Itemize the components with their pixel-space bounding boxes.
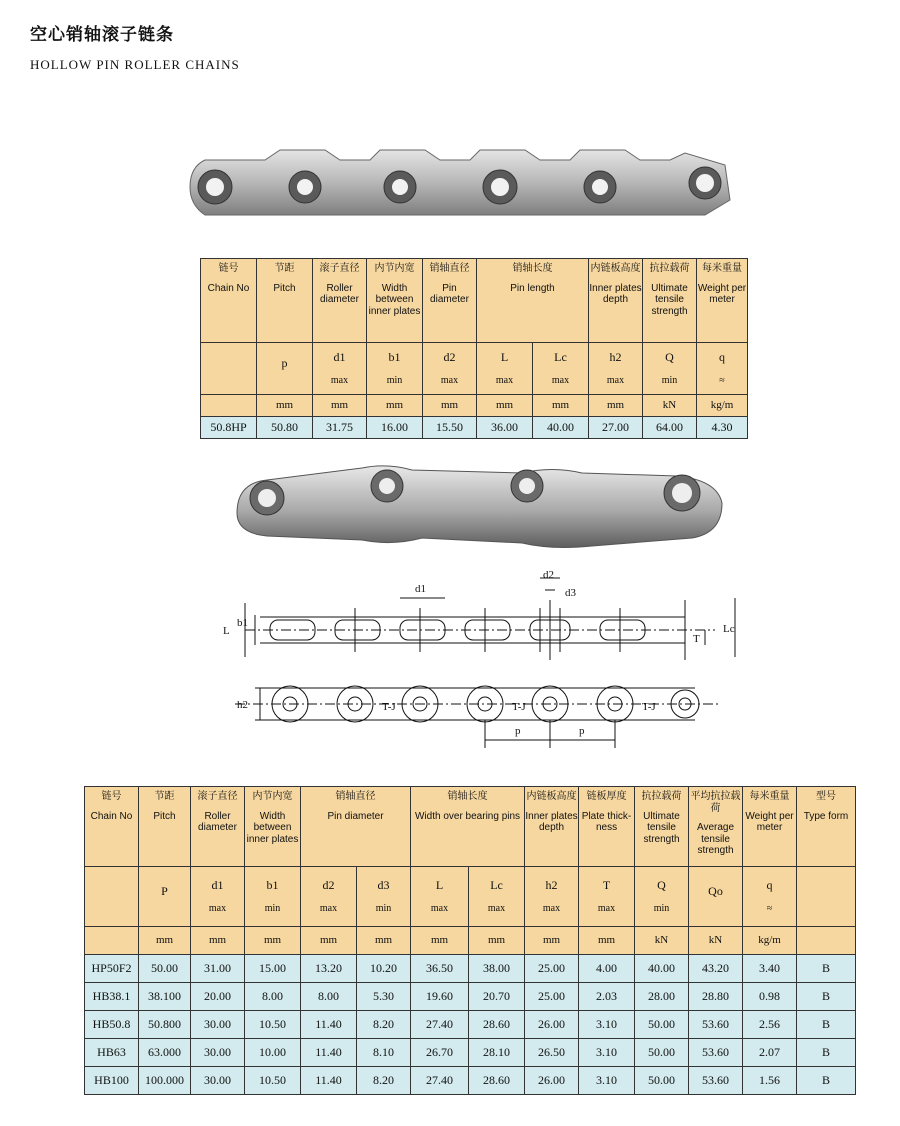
- symbol-cell: d1 max: [313, 343, 367, 395]
- table-cell: 53.60: [689, 1011, 743, 1039]
- symbol-cell: d2 max: [301, 867, 357, 927]
- symbol-cell: Lc max: [469, 867, 525, 927]
- symbol-cell: Lc max: [533, 343, 589, 395]
- table-cell: 28.60: [469, 1011, 525, 1039]
- brand-mark-1: T-J: [382, 701, 396, 713]
- symbol-cell: Q min: [635, 867, 689, 927]
- table-cell: 63.000: [139, 1039, 191, 1067]
- table-cell: 15.00: [245, 955, 301, 983]
- header-pin-length: 销轴长度 Pin length: [477, 259, 589, 343]
- header-row: [85, 787, 856, 867]
- table-cell: B: [797, 983, 856, 1011]
- table-cell: 20.00: [191, 983, 245, 1011]
- header-weight: 每米重量 Weight per meter: [697, 259, 748, 343]
- table-cell: 11.40: [301, 1011, 357, 1039]
- unit-cell: mm: [533, 395, 589, 417]
- table-cell: 26.70: [411, 1039, 469, 1067]
- symbol-cell: b1 min: [245, 867, 301, 927]
- header-plate-depth: 内链板高度 Inner plates depth: [589, 259, 643, 343]
- unit-cell: mm: [245, 927, 301, 955]
- symbol-cell: h2 max: [589, 343, 643, 395]
- table-cell: 27.40: [411, 1067, 469, 1095]
- table-cell: 20.70: [469, 983, 525, 1011]
- unit-cell: mm: [257, 395, 313, 417]
- table-cell: 19.60: [411, 983, 469, 1011]
- table-cell: HB38.1: [85, 983, 139, 1011]
- header-pin-diameter: 销轴直径 Pin diameter: [423, 259, 477, 343]
- brand-mark-3: T-J: [642, 701, 656, 713]
- table-cell: 2.07: [743, 1039, 797, 1067]
- table-cell: 30.00: [191, 1039, 245, 1067]
- table-cell: 11.40: [301, 1039, 357, 1067]
- dim-label-p-1: p: [515, 725, 521, 737]
- table-cell: 15.50: [423, 417, 477, 439]
- table-cell: 50.00: [635, 1067, 689, 1095]
- header-type-form: 型号 Type form: [797, 787, 856, 867]
- table-cell: 1.56: [743, 1067, 797, 1095]
- table-cell: 10.50: [245, 1067, 301, 1095]
- header-average-tensile: 平均抗拉载荷 Average tensile strength: [689, 787, 743, 867]
- dim-label-h2: h2: [237, 699, 248, 711]
- header-pin-diameter: 销轴直径 Pin diameter: [301, 787, 411, 867]
- dim-label-p-2: p: [579, 725, 585, 737]
- table-cell: 27.00: [589, 417, 643, 439]
- table-cell: 36.50: [411, 955, 469, 983]
- unit-cell: mm: [423, 395, 477, 417]
- table-cell: 2.56: [743, 1011, 797, 1039]
- table-cell: 11.40: [301, 1067, 357, 1095]
- table-cell: HP50F2: [85, 955, 139, 983]
- chain-photo-top: [185, 145, 745, 225]
- table-row: [85, 983, 856, 1011]
- table-cell: 3.40: [743, 955, 797, 983]
- table-cell: B: [797, 955, 856, 983]
- table-cell: 0.98: [743, 983, 797, 1011]
- symbol-cell: h2 max: [525, 867, 579, 927]
- chain-photo-middle: [222, 458, 732, 553]
- header-roller-diameter: 滚子直径 Roller diameter: [191, 787, 245, 867]
- table-cell: 10.20: [357, 955, 411, 983]
- table-cell: B: [797, 1011, 856, 1039]
- unit-cell: mm: [477, 395, 533, 417]
- unit-cell: [201, 395, 257, 417]
- table-cell: HB50.8: [85, 1011, 139, 1039]
- table-cell: 28.00: [635, 983, 689, 1011]
- symbol-cell: Qo: [689, 867, 743, 927]
- symbol-cell: p: [257, 343, 313, 395]
- table-cell: 30.00: [191, 1011, 245, 1039]
- unit-cell: kg/m: [743, 927, 797, 955]
- table-cell: 40.00: [533, 417, 589, 439]
- symbol-cell: [201, 343, 257, 395]
- symbol-cell: q ≈: [697, 343, 748, 395]
- header-roller-diameter: 滚子直径 Roller diameter: [313, 259, 367, 343]
- unit-cell: mm: [301, 927, 357, 955]
- page-title-en: HOLLOW PIN ROLLER CHAINS: [30, 57, 240, 72]
- table-cell: 8.00: [301, 983, 357, 1011]
- table-cell: 3.10: [579, 1039, 635, 1067]
- unit-cell: kg/m: [697, 395, 748, 417]
- table-cell: 8.20: [357, 1011, 411, 1039]
- unit-cell: mm: [367, 395, 423, 417]
- header-row: [201, 259, 748, 343]
- symbol-cell: Q min: [643, 343, 697, 395]
- symbol-cell: [85, 867, 139, 927]
- table-cell: 31.00: [191, 955, 245, 983]
- symbol-row: [201, 343, 748, 395]
- table-cell: B: [797, 1067, 856, 1095]
- table-cell: 28.60: [469, 1067, 525, 1095]
- dim-label-T: T: [693, 633, 700, 645]
- symbol-cell: d3 min: [357, 867, 411, 927]
- symbol-cell: q ≈: [743, 867, 797, 927]
- unit-cell: mm: [357, 927, 411, 955]
- table-cell: 50.00: [635, 1011, 689, 1039]
- table-row: [85, 955, 856, 983]
- header-pitch: 节距 Pitch: [139, 787, 191, 867]
- table-row: [85, 1011, 856, 1039]
- symbol-cell: T max: [579, 867, 635, 927]
- table-cell: 28.10: [469, 1039, 525, 1067]
- unit-cell: mm: [411, 927, 469, 955]
- spec-table-1: [200, 258, 748, 439]
- dim-label-b1: b1: [237, 617, 248, 629]
- unit-row: [201, 395, 748, 417]
- symbol-cell: [797, 867, 856, 927]
- dim-label-d1: d1: [415, 583, 426, 595]
- symbol-row: [85, 867, 856, 927]
- table-cell: 31.75: [313, 417, 367, 439]
- table-cell: 5.30: [357, 983, 411, 1011]
- table-cell: 27.40: [411, 1011, 469, 1039]
- brand-mark-2: T-J: [512, 701, 526, 713]
- symbol-cell: P: [139, 867, 191, 927]
- symbol-cell: d2 max: [423, 343, 477, 395]
- table-cell: 13.20: [301, 955, 357, 983]
- table-cell: 40.00: [635, 955, 689, 983]
- header-chain-no: 链号 Chain No: [85, 787, 139, 867]
- technical-drawing: [215, 570, 755, 755]
- unit-cell: mm: [191, 927, 245, 955]
- table-row: [85, 1067, 856, 1095]
- table-cell: 3.10: [579, 1011, 635, 1039]
- header-plate-thickness: 链板厚度 Plate thick-ness: [579, 787, 635, 867]
- header-inner-width: 内节内宽 Width between inner plates: [367, 259, 423, 343]
- table-cell: HB100: [85, 1067, 139, 1095]
- header-chain-no: 链号 Chain No: [201, 259, 257, 343]
- table-cell: 50.80: [257, 417, 313, 439]
- table-cell: 50.8HP: [201, 417, 257, 439]
- table-cell: 25.00: [525, 955, 579, 983]
- symbol-cell: L max: [411, 867, 469, 927]
- unit-cell: mm: [525, 927, 579, 955]
- table-cell: 38.100: [139, 983, 191, 1011]
- header-pin-length: 销轴长度 Width over bearing pins: [411, 787, 525, 867]
- header-plate-depth: 内链板高度 Inner plates depth: [525, 787, 579, 867]
- table-row: [201, 417, 748, 439]
- unit-cell: mm: [579, 927, 635, 955]
- dim-label-Lc: Lc: [723, 623, 735, 635]
- table-cell: HB63: [85, 1039, 139, 1067]
- spec-table-2: [84, 786, 856, 1095]
- unit-cell: mm: [139, 927, 191, 955]
- table-cell: 30.00: [191, 1067, 245, 1095]
- table-cell: 16.00: [367, 417, 423, 439]
- table-cell: 53.60: [689, 1039, 743, 1067]
- table-row: [85, 1039, 856, 1067]
- table-cell: 26.00: [525, 1067, 579, 1095]
- unit-row: [85, 927, 856, 955]
- unit-cell: [797, 927, 856, 955]
- unit-cell: kN: [643, 395, 697, 417]
- table-cell: 36.00: [477, 417, 533, 439]
- header-tensile-strength: 抗拉载荷 Ultimate tensile strength: [635, 787, 689, 867]
- unit-cell: kN: [635, 927, 689, 955]
- header-tensile-strength: 抗拉载荷 Ultimate tensile strength: [643, 259, 697, 343]
- table-cell: 3.10: [579, 1067, 635, 1095]
- table-cell: 8.20: [357, 1067, 411, 1095]
- dim-label-L: L: [223, 625, 230, 637]
- table-cell: 50.00: [635, 1039, 689, 1067]
- table-cell: 43.20: [689, 955, 743, 983]
- header-pitch: 节距 Pitch: [257, 259, 313, 343]
- table-cell: 26.00: [525, 1011, 579, 1039]
- table-cell: 25.00: [525, 983, 579, 1011]
- dim-label-d3: d3: [565, 587, 576, 599]
- table-cell: 2.03: [579, 983, 635, 1011]
- header-weight: 每米重量 Weight per meter: [743, 787, 797, 867]
- symbol-cell: L max: [477, 343, 533, 395]
- header-inner-width: 内节内宽 Width between inner plates: [245, 787, 301, 867]
- table-cell: 4.00: [579, 955, 635, 983]
- table-cell: 28.80: [689, 983, 743, 1011]
- symbol-cell: d1 max: [191, 867, 245, 927]
- page-title-cn: 空心销轴滚子链条: [30, 25, 174, 45]
- table-cell: 38.00: [469, 955, 525, 983]
- table-cell: 100.000: [139, 1067, 191, 1095]
- symbol-cell: b1 min: [367, 343, 423, 395]
- table-cell: B: [797, 1039, 856, 1067]
- table-cell: 10.00: [245, 1039, 301, 1067]
- table-cell: 4.30: [697, 417, 748, 439]
- table-cell: 26.50: [525, 1039, 579, 1067]
- unit-cell: mm: [469, 927, 525, 955]
- table-cell: 50.800: [139, 1011, 191, 1039]
- table-cell: 53.60: [689, 1067, 743, 1095]
- unit-cell: mm: [313, 395, 367, 417]
- table-cell: 50.00: [139, 955, 191, 983]
- unit-cell: mm: [589, 395, 643, 417]
- unit-cell: [85, 927, 139, 955]
- table-cell: 8.00: [245, 983, 301, 1011]
- table-cell: 64.00: [643, 417, 697, 439]
- table-cell: 8.10: [357, 1039, 411, 1067]
- unit-cell: kN: [689, 927, 743, 955]
- dim-label-d2: d2: [543, 570, 554, 581]
- table-cell: 10.50: [245, 1011, 301, 1039]
